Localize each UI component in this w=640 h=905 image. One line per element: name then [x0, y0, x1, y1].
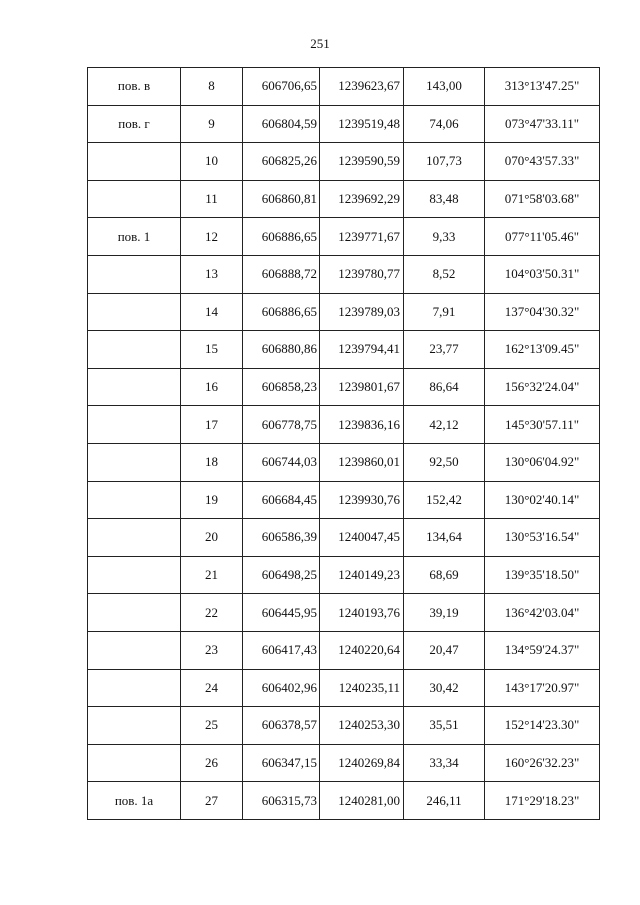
- x-coordinate-cell: 606402,96: [243, 669, 320, 707]
- azimuth-cell: 077°11'05.46": [485, 218, 600, 256]
- turn-point-name-cell: пов. в: [88, 68, 181, 106]
- table-row: [88, 218, 600, 256]
- azimuth-cell: 070°43'57.33": [485, 143, 600, 181]
- y-coordinate-cell: 1239590,59: [320, 143, 404, 181]
- table-row: [88, 744, 600, 782]
- turn-point-name-cell: пов. 1а: [88, 782, 181, 820]
- point-number-cell: 20: [181, 519, 243, 557]
- point-number-cell: 24: [181, 669, 243, 707]
- azimuth-cell: 313°13'47.25": [485, 68, 600, 106]
- x-coordinate-cell: 606880,86: [243, 331, 320, 369]
- table-row: [88, 443, 600, 481]
- azimuth-cell: 156°32'24.04": [485, 368, 600, 406]
- x-coordinate-cell: 606804,59: [243, 105, 320, 143]
- turn-point-name-cell: [88, 481, 181, 519]
- y-coordinate-cell: 1239860,01: [320, 443, 404, 481]
- table-row: [88, 669, 600, 707]
- x-coordinate-cell: 606860,81: [243, 180, 320, 218]
- point-number-cell: 18: [181, 443, 243, 481]
- turn-point-name-cell: [88, 143, 181, 181]
- distance-cell: 20,47: [404, 631, 485, 669]
- turn-point-name-cell: [88, 519, 181, 557]
- y-coordinate-cell: 1239780,77: [320, 255, 404, 293]
- distance-cell: 33,34: [404, 744, 485, 782]
- y-coordinate-cell: 1240193,76: [320, 594, 404, 632]
- point-number-cell: 10: [181, 143, 243, 181]
- x-coordinate-cell: 606347,15: [243, 744, 320, 782]
- table-row: [88, 143, 600, 181]
- x-coordinate-cell: 606445,95: [243, 594, 320, 632]
- turn-point-name-cell: [88, 180, 181, 218]
- distance-cell: 134,64: [404, 519, 485, 557]
- distance-cell: 35,51: [404, 707, 485, 745]
- azimuth-cell: 071°58'03.68": [485, 180, 600, 218]
- coordinates-table-body: [88, 68, 600, 820]
- x-coordinate-cell: 606315,73: [243, 782, 320, 820]
- point-number-cell: 27: [181, 782, 243, 820]
- table-row: [88, 782, 600, 820]
- point-number-cell: 13: [181, 255, 243, 293]
- table-row: [88, 255, 600, 293]
- azimuth-cell: 130°53'16.54": [485, 519, 600, 557]
- point-number-cell: 14: [181, 293, 243, 331]
- turn-point-name-cell: пов. г: [88, 105, 181, 143]
- azimuth-cell: 162°13'09.45": [485, 331, 600, 369]
- azimuth-cell: 130°06'04.92": [485, 443, 600, 481]
- table-row: [88, 293, 600, 331]
- table-row: [88, 556, 600, 594]
- azimuth-cell: 143°17'20.97": [485, 669, 600, 707]
- distance-cell: 68,69: [404, 556, 485, 594]
- table-row: [88, 368, 600, 406]
- turn-point-name-cell: [88, 744, 181, 782]
- point-number-cell: 9: [181, 105, 243, 143]
- turn-point-name-cell: [88, 556, 181, 594]
- y-coordinate-cell: 1239836,16: [320, 406, 404, 444]
- turn-point-name-cell: [88, 443, 181, 481]
- azimuth-cell: 152°14'23.30": [485, 707, 600, 745]
- y-coordinate-cell: 1240047,45: [320, 519, 404, 557]
- table-row: [88, 180, 600, 218]
- distance-cell: 9,33: [404, 218, 485, 256]
- point-number-cell: 8: [181, 68, 243, 106]
- point-number-cell: 15: [181, 331, 243, 369]
- distance-cell: 83,48: [404, 180, 485, 218]
- point-number-cell: 23: [181, 631, 243, 669]
- point-number-cell: 25: [181, 707, 243, 745]
- distance-cell: 30,42: [404, 669, 485, 707]
- table-row: [88, 68, 600, 106]
- point-number-cell: 17: [181, 406, 243, 444]
- page-number: 251: [310, 36, 330, 51]
- x-coordinate-cell: 606886,65: [243, 293, 320, 331]
- x-coordinate-cell: 606886,65: [243, 218, 320, 256]
- y-coordinate-cell: 1240253,30: [320, 707, 404, 745]
- turn-point-name-cell: [88, 406, 181, 444]
- distance-cell: 246,11: [404, 782, 485, 820]
- distance-cell: 23,77: [404, 331, 485, 369]
- turn-point-name-cell: [88, 368, 181, 406]
- distance-cell: 39,19: [404, 594, 485, 632]
- y-coordinate-cell: 1239771,67: [320, 218, 404, 256]
- azimuth-cell: 160°26'32.23": [485, 744, 600, 782]
- turn-point-name-cell: [88, 707, 181, 745]
- x-coordinate-cell: 606858,23: [243, 368, 320, 406]
- azimuth-cell: 171°29'18.23": [485, 782, 600, 820]
- x-coordinate-cell: 606498,25: [243, 556, 320, 594]
- turn-point-name-cell: [88, 331, 181, 369]
- distance-cell: 86,64: [404, 368, 485, 406]
- x-coordinate-cell: 606378,57: [243, 707, 320, 745]
- y-coordinate-cell: 1240281,00: [320, 782, 404, 820]
- distance-cell: 42,12: [404, 406, 485, 444]
- coordinates-table: [87, 67, 600, 820]
- azimuth-cell: 073°47'33.11": [485, 105, 600, 143]
- table-row: [88, 105, 600, 143]
- distance-cell: 8,52: [404, 255, 485, 293]
- x-coordinate-cell: 606778,75: [243, 406, 320, 444]
- distance-cell: 152,42: [404, 481, 485, 519]
- point-number-cell: 11: [181, 180, 243, 218]
- table-row: [88, 519, 600, 557]
- point-number-cell: 26: [181, 744, 243, 782]
- turn-point-name-cell: [88, 255, 181, 293]
- turn-point-name-cell: пов. 1: [88, 218, 181, 256]
- point-number-cell: 22: [181, 594, 243, 632]
- turn-point-name-cell: [88, 669, 181, 707]
- azimuth-cell: 104°03'50.31": [485, 255, 600, 293]
- turn-point-name-cell: [88, 293, 181, 331]
- distance-cell: 143,00: [404, 68, 485, 106]
- y-coordinate-cell: 1240269,84: [320, 744, 404, 782]
- x-coordinate-cell: 606417,43: [243, 631, 320, 669]
- turn-point-name-cell: [88, 594, 181, 632]
- point-number-cell: 12: [181, 218, 243, 256]
- y-coordinate-cell: 1240220,64: [320, 631, 404, 669]
- x-coordinate-cell: 606825,26: [243, 143, 320, 181]
- table-row: [88, 406, 600, 444]
- distance-cell: 107,73: [404, 143, 485, 181]
- distance-cell: 92,50: [404, 443, 485, 481]
- azimuth-cell: 136°42'03.04": [485, 594, 600, 632]
- distance-cell: 74,06: [404, 105, 485, 143]
- y-coordinate-cell: 1240149,23: [320, 556, 404, 594]
- point-number-cell: 16: [181, 368, 243, 406]
- table-row: [88, 707, 600, 745]
- table-row: [88, 331, 600, 369]
- y-coordinate-cell: 1239623,67: [320, 68, 404, 106]
- y-coordinate-cell: 1239794,41: [320, 331, 404, 369]
- y-coordinate-cell: 1239519,48: [320, 105, 404, 143]
- azimuth-cell: 130°02'40.14": [485, 481, 600, 519]
- y-coordinate-cell: 1239930,76: [320, 481, 404, 519]
- x-coordinate-cell: 606586,39: [243, 519, 320, 557]
- turn-point-name-cell: [88, 631, 181, 669]
- y-coordinate-cell: 1239692,29: [320, 180, 404, 218]
- table-row: [88, 594, 600, 632]
- azimuth-cell: 137°04'30.32": [485, 293, 600, 331]
- y-coordinate-cell: 1239789,03: [320, 293, 404, 331]
- azimuth-cell: 134°59'24.37": [485, 631, 600, 669]
- table-row: [88, 631, 600, 669]
- table-row: [88, 481, 600, 519]
- distance-cell: 7,91: [404, 293, 485, 331]
- x-coordinate-cell: 606684,45: [243, 481, 320, 519]
- x-coordinate-cell: 606706,65: [243, 68, 320, 106]
- y-coordinate-cell: 1240235,11: [320, 669, 404, 707]
- y-coordinate-cell: 1239801,67: [320, 368, 404, 406]
- x-coordinate-cell: 606744,03: [243, 443, 320, 481]
- point-number-cell: 21: [181, 556, 243, 594]
- x-coordinate-cell: 606888,72: [243, 255, 320, 293]
- azimuth-cell: 139°35'18.50": [485, 556, 600, 594]
- point-number-cell: 19: [181, 481, 243, 519]
- azimuth-cell: 145°30'57.11": [485, 406, 600, 444]
